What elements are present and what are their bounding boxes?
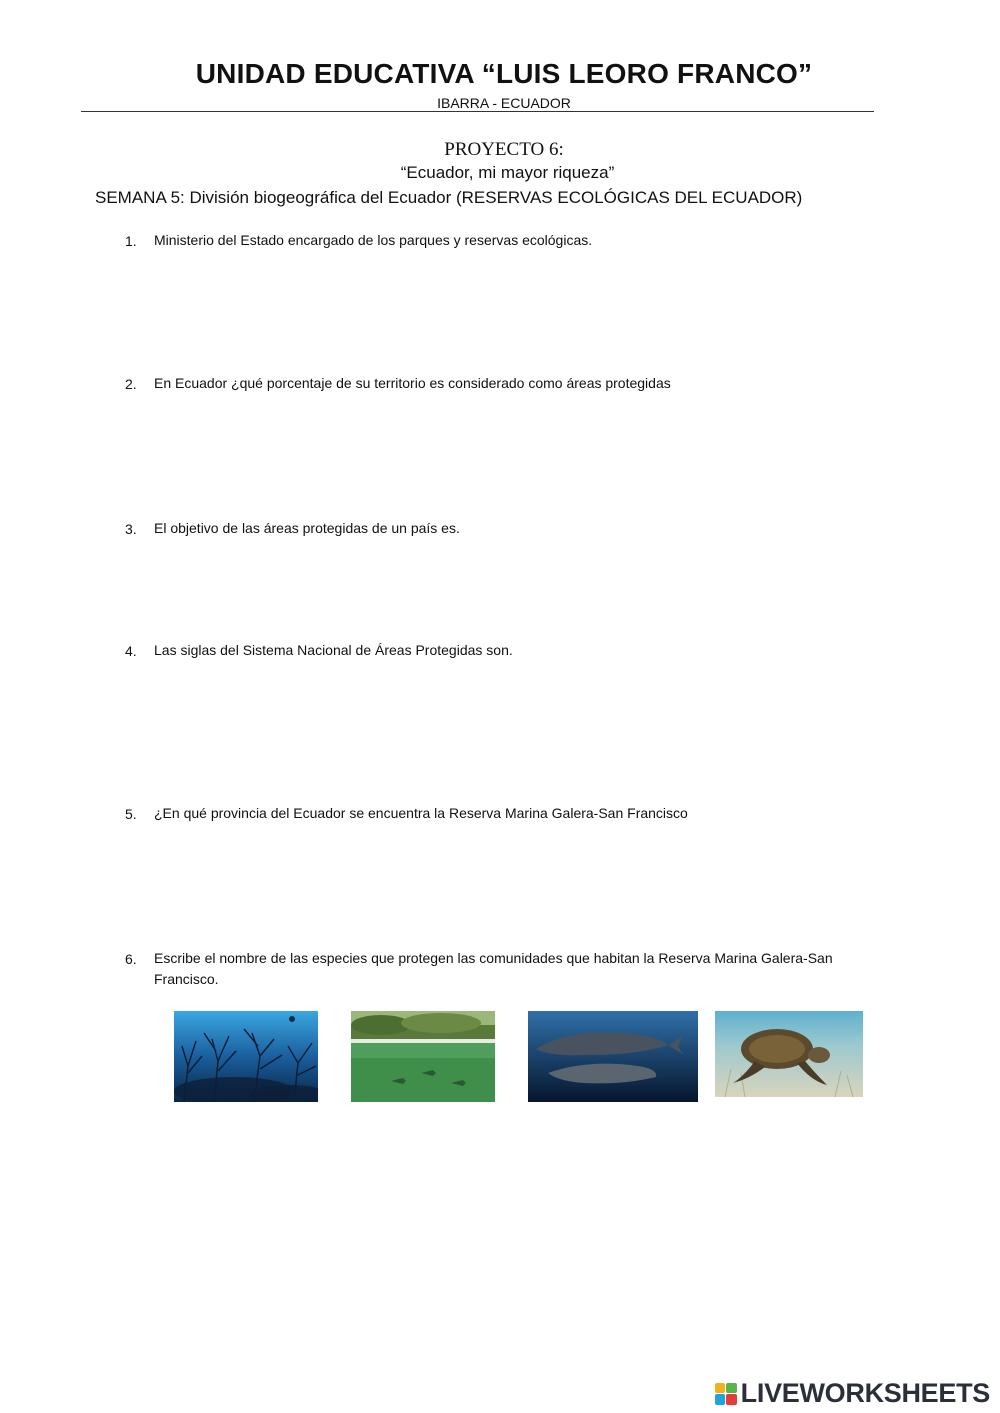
question-number: 1. [125,233,137,249]
project-title: “Ecuador, mi mayor riqueza” [400,163,615,182]
question-number: 6. [125,951,137,967]
question-text: El objetivo de las áreas protegidas de un país es. [154,520,460,536]
question-number: 3. [125,521,137,537]
question-text: En Ecuador ¿qué porcentaje de su territorio es considerado como áreas protegidas [154,375,671,391]
school-location: IBARRA - ECUADOR [437,95,571,111]
coral-reef-photo [174,1011,318,1102]
question-text: Escribe el nombre de las especies que protegen las comunidades que habitan la Reserva Marina Galera-San Francisco. [154,950,833,987]
school-title: UNIDAD EDUCATIVA “LUIS LEORO FRANCO” [195,58,813,89]
question-text: ¿En qué provincia del Ecuador se encuentra la Reserva Marina Galera-San Francisco [154,805,688,821]
question-text: Las siglas del Sistema Nacional de Áreas Protegidas son. [154,642,513,658]
brand-name: LIVEWORKSHEETS [740,1378,990,1408]
week-heading: SEMANA 5: División biogeográfica del Ecuador (RESERVAS ECOLÓGICAS DEL ECUADOR) [95,188,803,207]
liveworksheets-logo-icon [715,1383,737,1405]
sea-turtle-photo [715,1011,863,1097]
header-divider [81,111,874,112]
question-number: 2. [125,376,137,392]
question-number: 5. [125,806,137,822]
question-number: 4. [125,643,137,659]
whales-photo [528,1011,698,1102]
footer-brand [715,1378,990,1409]
mangrove-sharks-photo [351,1011,495,1102]
project-number: PROYECTO 6: [444,139,564,160]
question-text: Ministerio del Estado encargado de los parques y reservas ecológicas. [154,232,593,248]
